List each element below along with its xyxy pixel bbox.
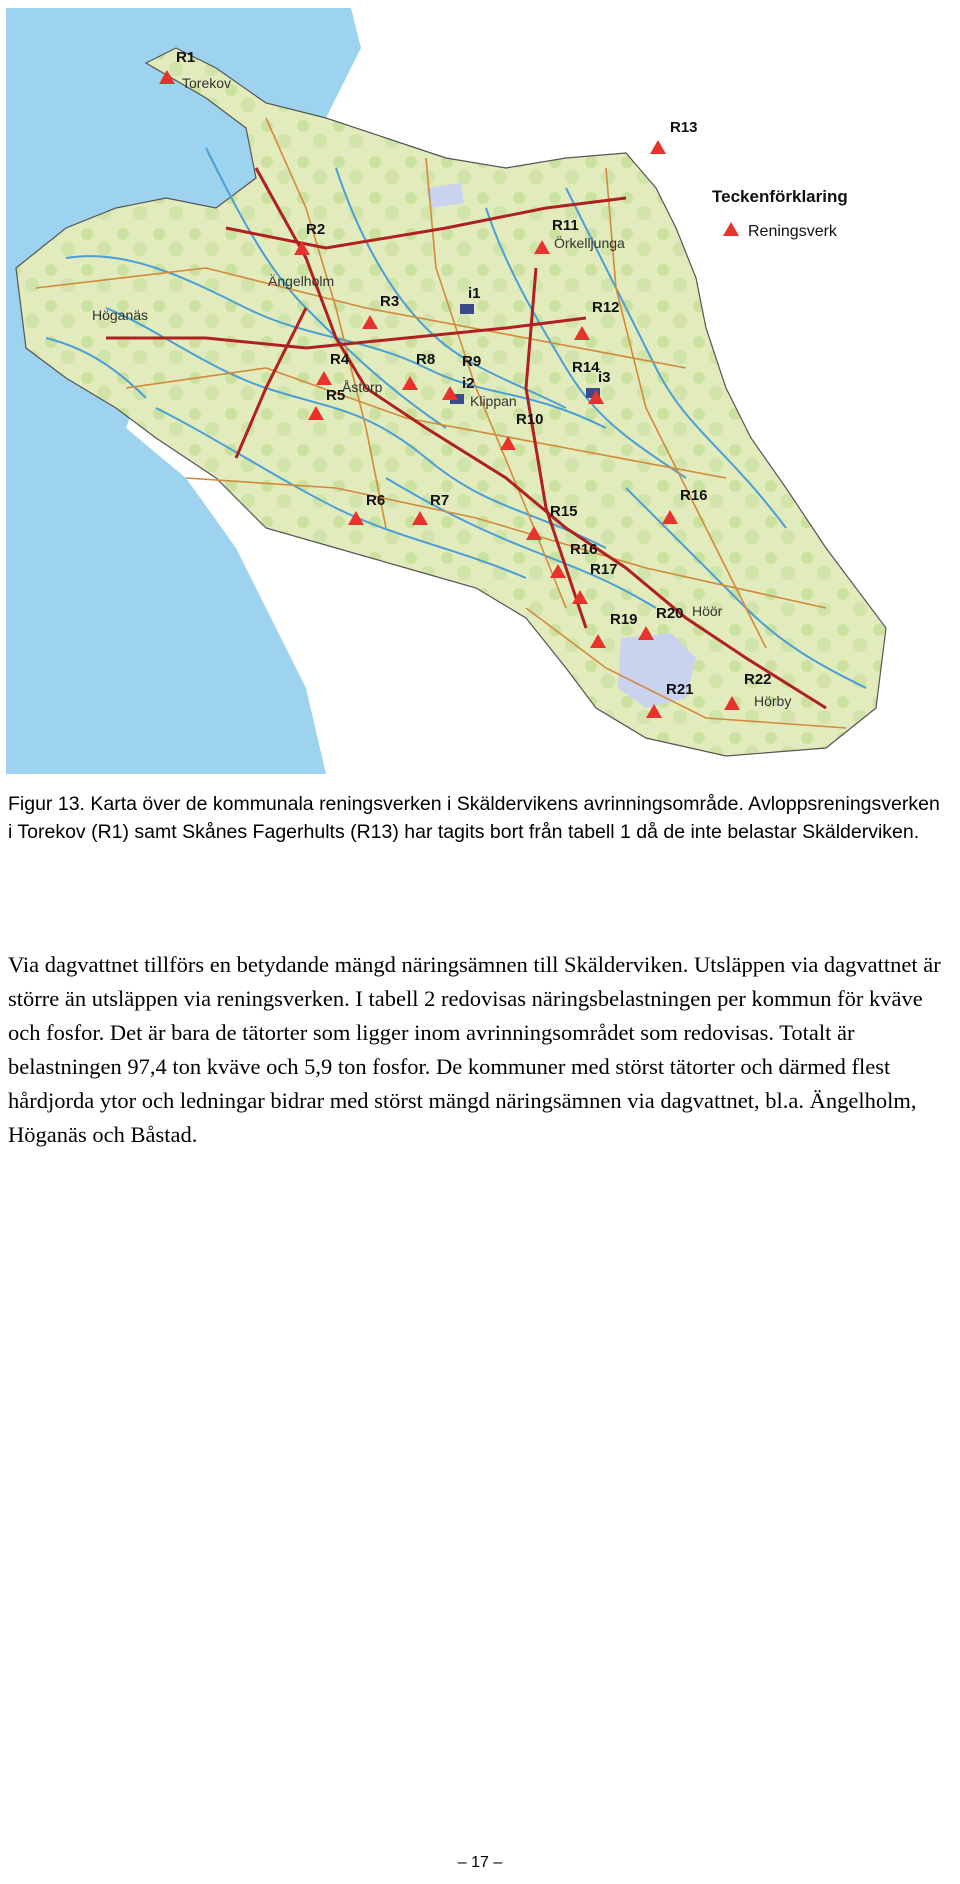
svg-text:i2: i2 bbox=[462, 375, 475, 392]
svg-text:R19: R19 bbox=[610, 611, 638, 628]
svg-text:Hörby: Hörby bbox=[754, 693, 792, 709]
page-number: – 17 – bbox=[457, 1854, 503, 1871]
svg-text:R16: R16 bbox=[680, 487, 708, 504]
svg-text:Teckenförklaring: Teckenförklaring bbox=[712, 187, 848, 206]
svg-text:R17: R17 bbox=[590, 561, 618, 578]
svg-text:R2: R2 bbox=[306, 221, 326, 238]
svg-text:R9: R9 bbox=[462, 353, 482, 370]
svg-text:Örkelljunga: Örkelljunga bbox=[554, 235, 625, 251]
svg-text:i3: i3 bbox=[598, 369, 611, 386]
figure-caption bbox=[8, 790, 948, 846]
svg-text:R20: R20 bbox=[656, 605, 684, 622]
svg-text:R21: R21 bbox=[666, 681, 694, 698]
svg-text:R12: R12 bbox=[592, 299, 620, 316]
body-text bbox=[8, 948, 952, 1152]
svg-text:Klippan: Klippan bbox=[470, 393, 517, 409]
svg-text:R7: R7 bbox=[430, 492, 450, 509]
svg-text:R10: R10 bbox=[516, 411, 544, 428]
svg-text:R16: R16 bbox=[570, 541, 598, 558]
caption-text: Figur 13. Karta över de kommunala reningsverken i Skäldervikens avrinningsområde. Avloppsreningsverken i Torekov (R1) samt Skånes Fagerhults (R13) har tagits bort från tabell 1 då de inte belastar Skälderviken. bbox=[8, 793, 940, 843]
svg-text:R22: R22 bbox=[744, 671, 772, 688]
body-paragraph: Via dagvattnet tillförs en betydande mängd näringsämnen till Skälderviken. Utsläppen via dagvattnet är större än utsläppen via reningsverken. I tabell 2 redovisas näringsbelastningen per kommun för kväve och fosfor. Det är bara de tätorter som ligger inom avrinningsområdet som redovisas. Totalt är belastningen 97,4 ton kväve och 5,9 ton fosfor. De kommuner med störst tätorter och därmed flest hårdjorda ytor och ledningar bidrar med störst mängd näringsämnen via dagvattnet, bl.a. Ängelholm, Höganäs och Båstad. bbox=[8, 952, 941, 1147]
svg-text:R15: R15 bbox=[550, 503, 578, 520]
svg-text:R13: R13 bbox=[670, 119, 698, 136]
catchment-map bbox=[6, 8, 900, 774]
svg-text:R6: R6 bbox=[366, 492, 386, 509]
svg-text:R14: R14 bbox=[572, 359, 600, 376]
svg-text:i1: i1 bbox=[468, 285, 481, 302]
svg-text:Höganäs: Höganäs bbox=[92, 307, 149, 323]
map-graphic bbox=[6, 8, 900, 774]
svg-text:R1: R1 bbox=[176, 49, 196, 66]
svg-text:Reningsverk: Reningsverk bbox=[748, 223, 837, 240]
svg-text:R8: R8 bbox=[416, 351, 436, 368]
svg-text:Torekov: Torekov bbox=[182, 75, 232, 91]
svg-text:R3: R3 bbox=[380, 293, 400, 310]
svg-text:Åstorp: Åstorp bbox=[342, 379, 383, 395]
svg-text:Höör: Höör bbox=[692, 603, 723, 619]
svg-text:R5: R5 bbox=[326, 387, 346, 404]
svg-text:R4: R4 bbox=[330, 351, 350, 368]
svg-text:Ängelholm: Ängelholm bbox=[268, 273, 335, 289]
svg-text:R11: R11 bbox=[552, 217, 579, 234]
